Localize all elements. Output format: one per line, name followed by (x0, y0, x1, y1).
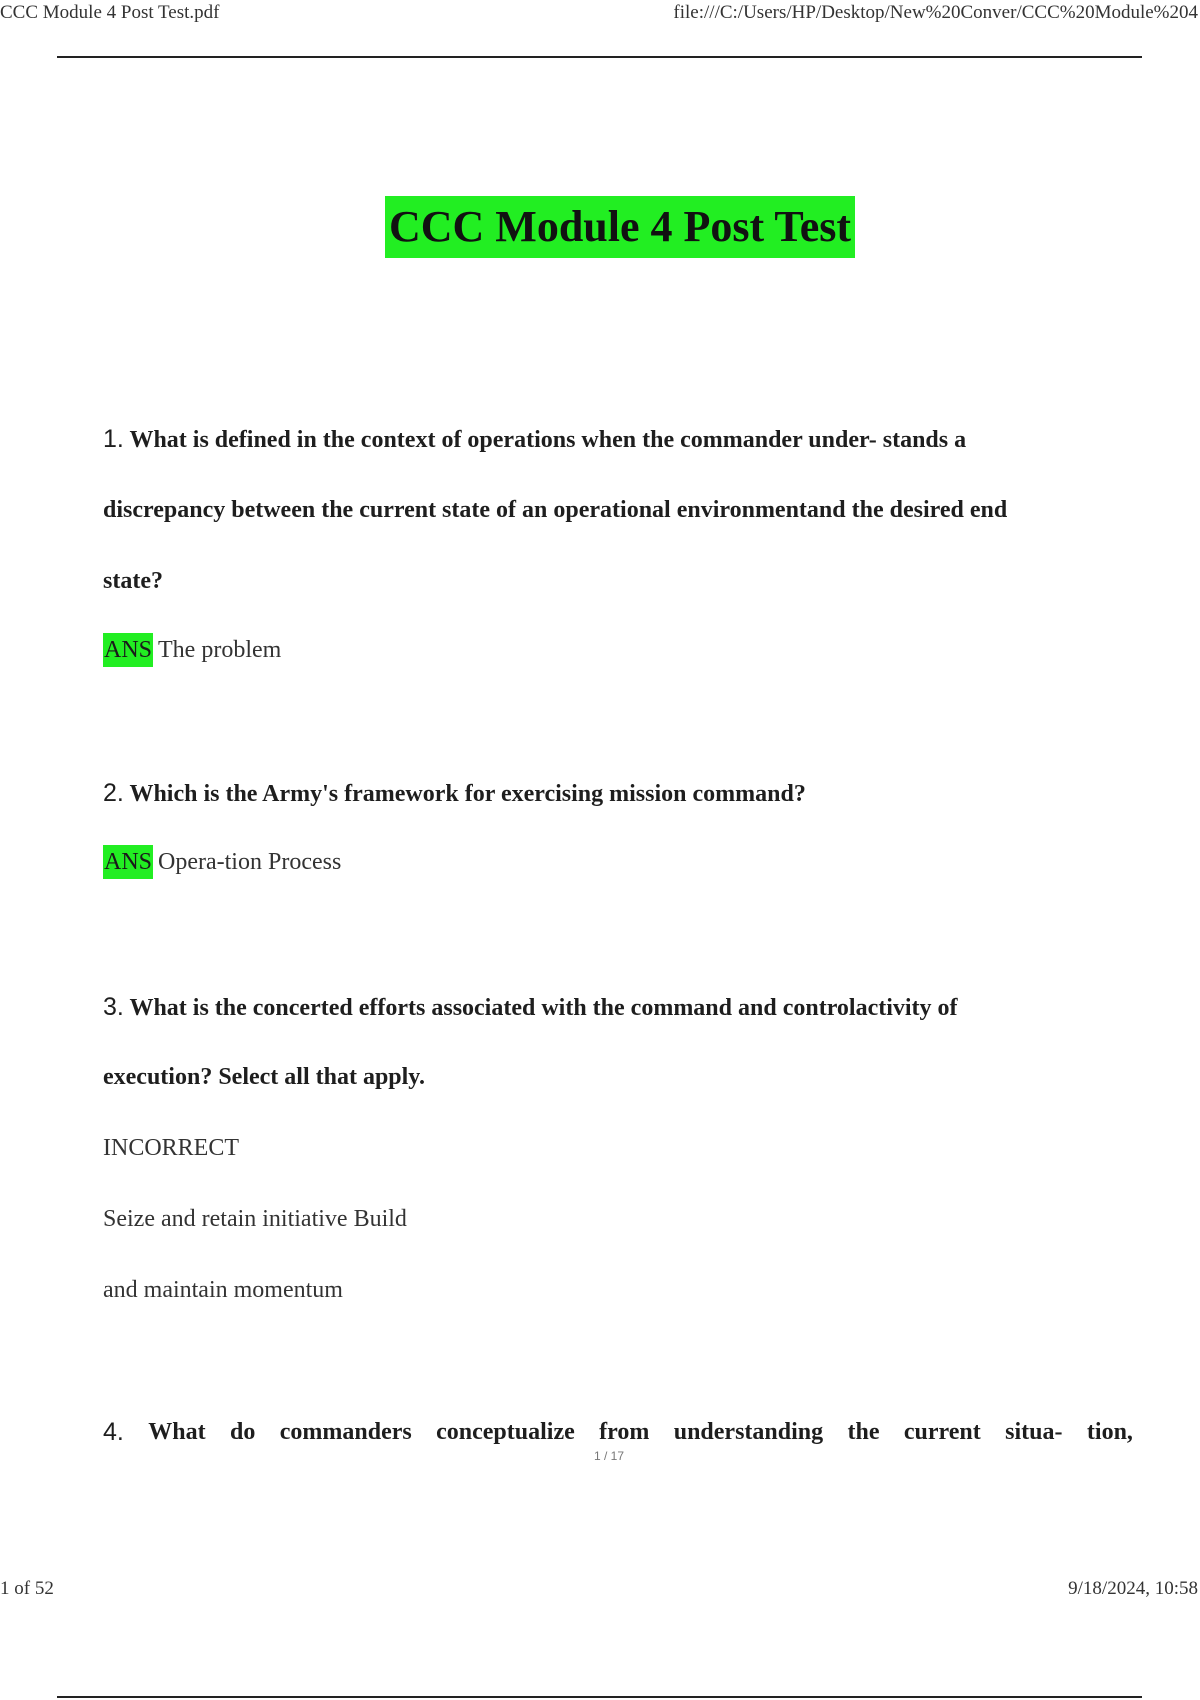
answer-tag: ANS (103, 633, 153, 667)
question-word: commanders (279, 1419, 412, 1445)
footer-rule (57, 1696, 1142, 1698)
question-1-line-2: discrepancy between the current state of an operational environmentand the desired end (103, 497, 1008, 523)
question-3-line-2: execution? Select all that apply. (103, 1064, 425, 1090)
print-header-filename: CCC Module 4 Post Test.pdf (0, 2, 220, 23)
document-title: CCC Module 4 Post Test (385, 196, 855, 258)
question-number: 2. (103, 779, 124, 807)
question-text: What is the concerted efforts associated with the command and controlactivity of (129, 995, 958, 1021)
answer-line (103, 633, 281, 667)
answer-line (103, 845, 341, 879)
print-header (0, 2, 1200, 26)
question-word: What (148, 1419, 206, 1445)
answer-text: The problem (158, 637, 282, 663)
question-word: from (599, 1419, 650, 1445)
print-footer-page: 1 of 52 (0, 1578, 54, 1599)
question-2-line-1 (103, 778, 806, 809)
question-4-line-1 (103, 1417, 1133, 1447)
answer-text: Opera-tion Process (158, 849, 342, 875)
response-line-2: Seize and retain initiative Build (103, 1206, 407, 1232)
question-word: conceptualize (436, 1419, 575, 1445)
print-footer-datetime: 9/18/2024, 10:58 (1068, 1578, 1198, 1599)
question-number: 1. (103, 425, 124, 453)
question-text: Which is the Army's framework for exercising mission command? (129, 781, 806, 807)
question-word: tion, (1086, 1419, 1133, 1445)
question-word: current (903, 1419, 981, 1445)
question-3-line-1 (103, 992, 958, 1023)
question-word: situa- (1005, 1419, 1063, 1445)
print-header-url: file:///C:/Users/HP/Desktop/New%20Conver/CCC%20Module%204 (673, 2, 1198, 23)
question-word: the (847, 1419, 880, 1445)
page-counter: 1 / 17 (594, 1449, 625, 1463)
response-line-3: and maintain momentum (103, 1277, 343, 1303)
answer-tag: ANS (103, 845, 153, 879)
question-text: What is defined in the context of operations when the commander under- stands a (129, 427, 967, 453)
header-rule (57, 56, 1142, 58)
response-line-1: INCORRECT (103, 1135, 240, 1161)
question-number: 3. (103, 993, 124, 1021)
question-word: do (229, 1419, 256, 1445)
question-number: 4. (103, 1418, 124, 1446)
question-1-line-1 (103, 424, 966, 455)
question-word: understanding (673, 1419, 824, 1445)
question-1-line-3: state? (103, 568, 163, 594)
